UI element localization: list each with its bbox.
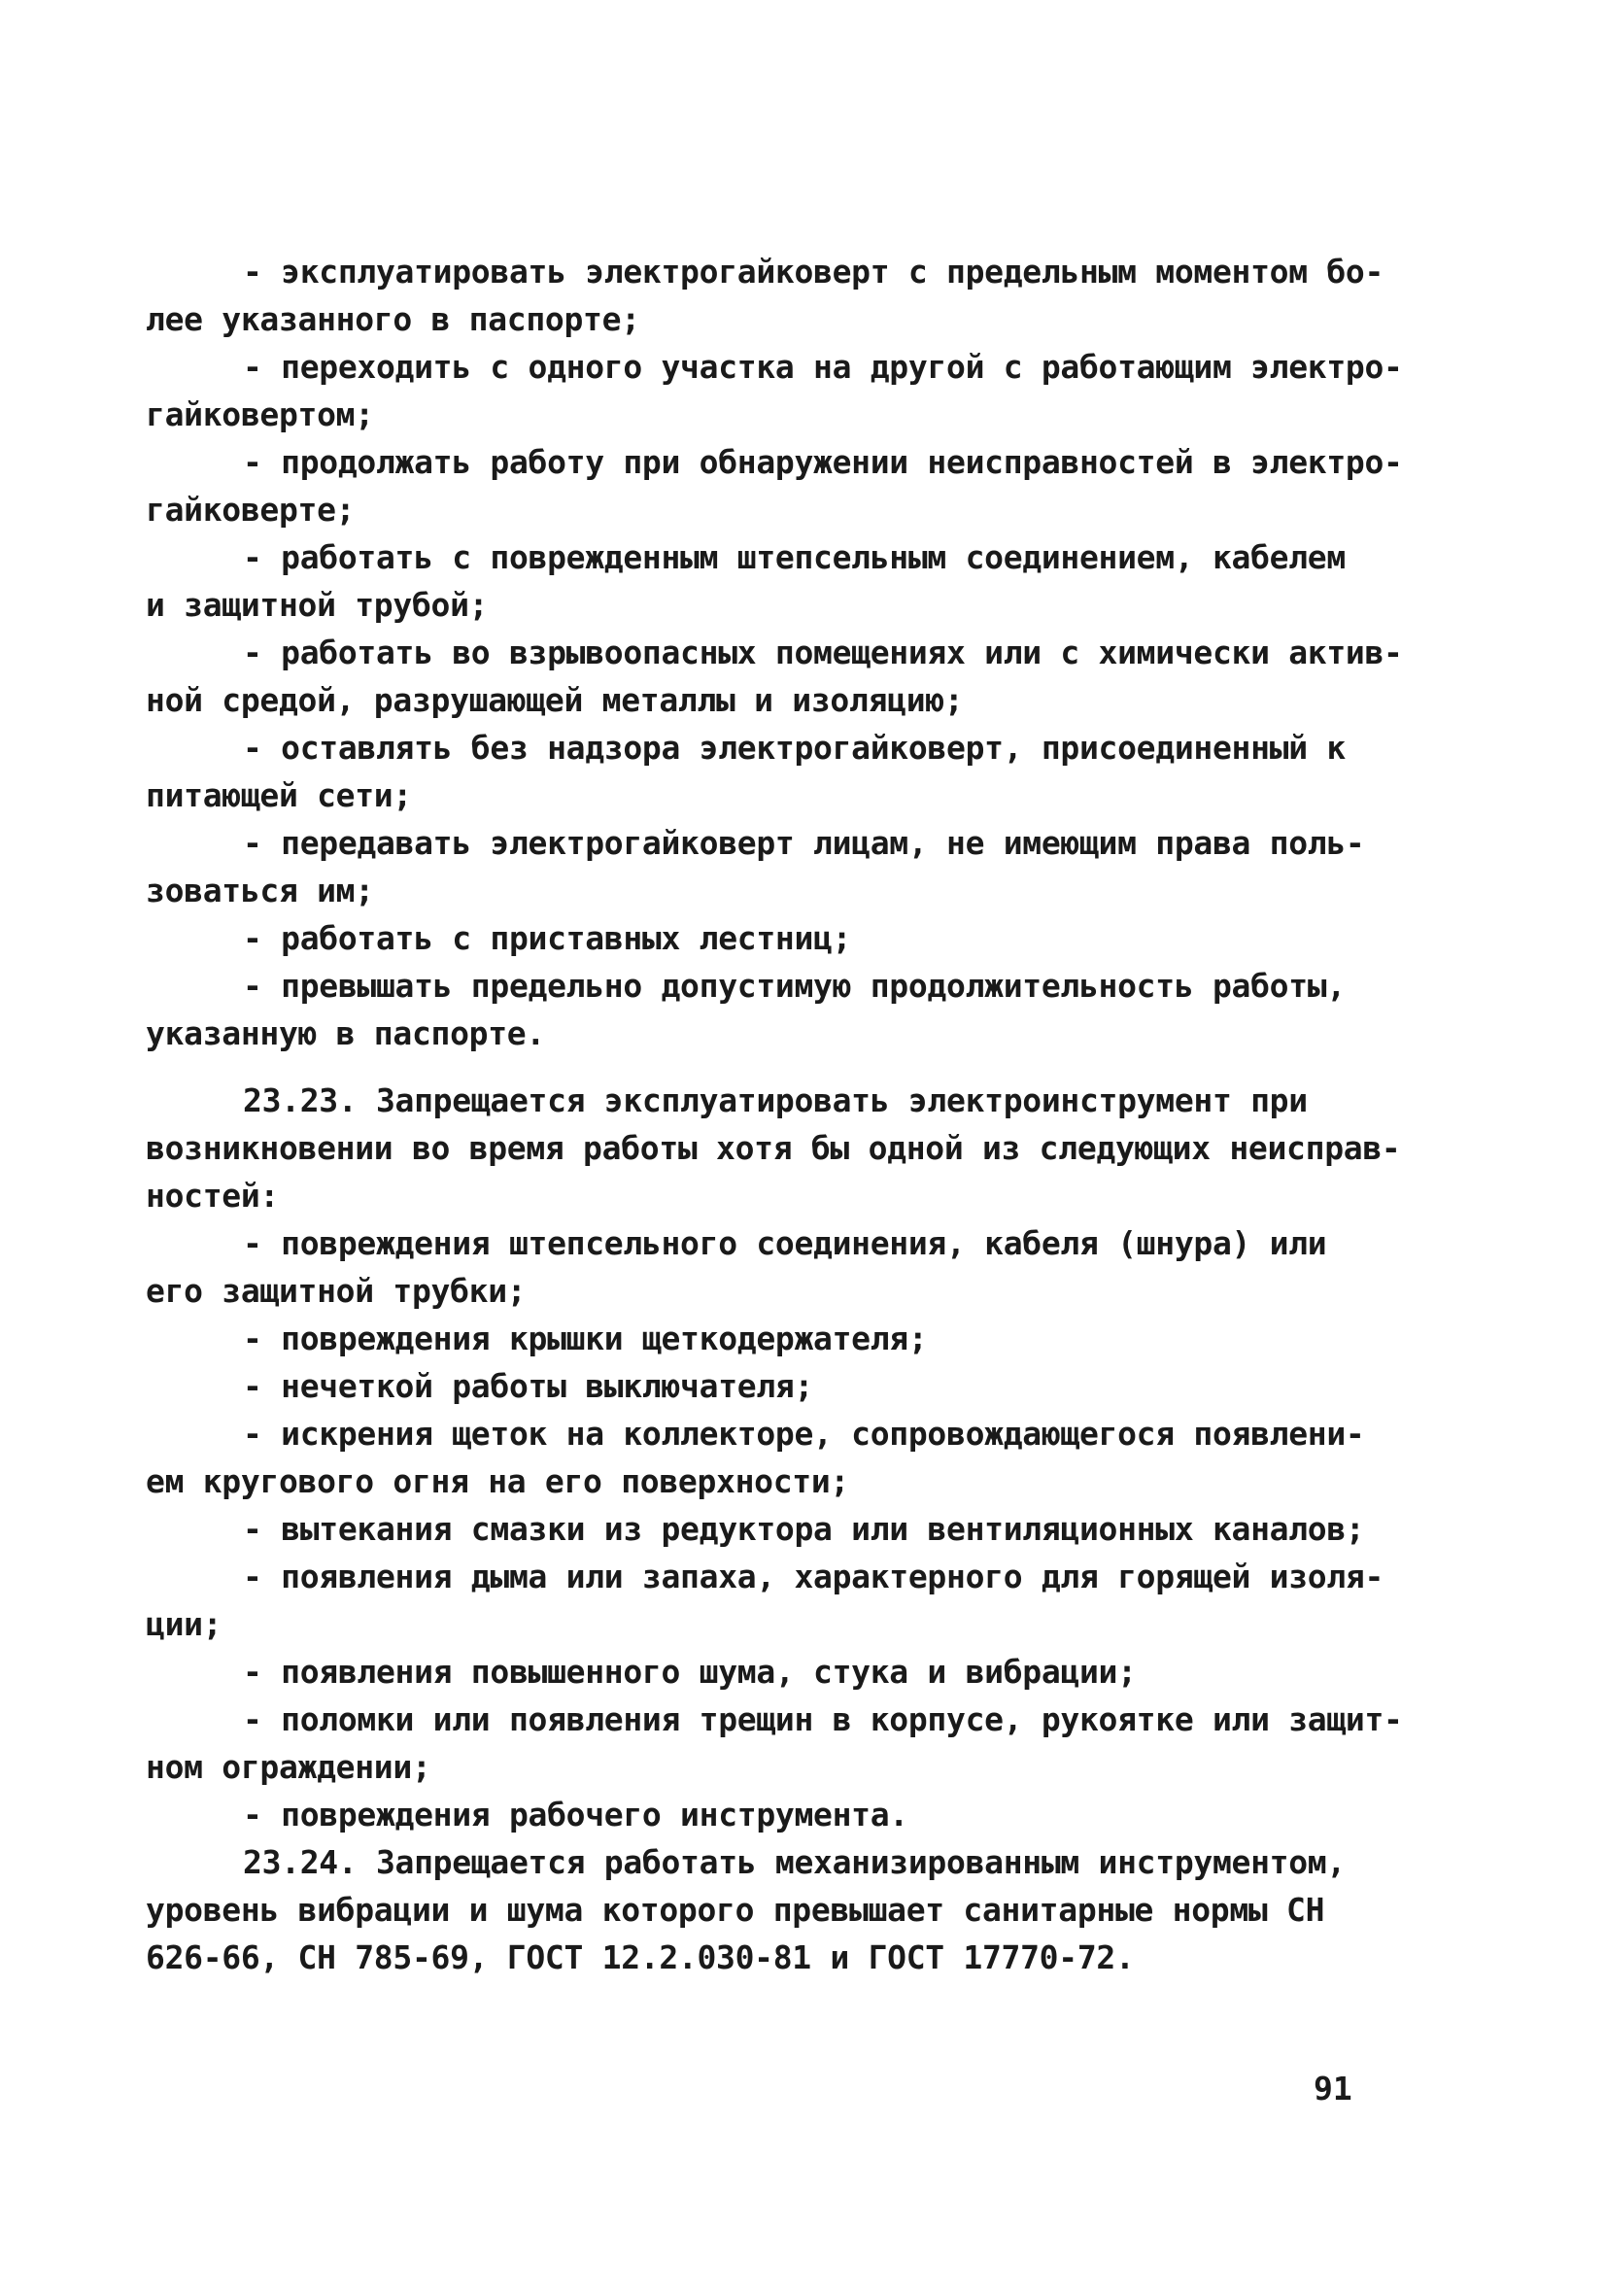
- list-item-line: лее указанного в паспорте;: [146, 300, 640, 338]
- list-item: [146, 914, 1467, 962]
- section-heading-line: 23.23. Запрещается эксплуатировать электроинструмент при: [243, 1081, 1308, 1119]
- list-item: [146, 1648, 1467, 1696]
- list-item-line: ции;: [146, 1605, 222, 1643]
- list-item-line: - повреждения штепсельного соединения, кабеля (шнура) или: [243, 1224, 1327, 1262]
- list-item-line: - превышать предельно допустимую продолжительность работы,: [243, 967, 1346, 1005]
- list-item-line: - эксплуатировать электрогайковерт с предельным моментом бо-: [243, 253, 1384, 291]
- list-item-line: - оставлять без надзора электрогайковерт, присоединенный к: [243, 729, 1346, 767]
- list-item-line: - нечеткой работы выключателя;: [243, 1367, 814, 1405]
- list-item-line: - переходить с одного участка на другой с работающим электро-: [243, 348, 1403, 386]
- list-item-line: - вытекания смазки из редуктора или вентиляционных каналов;: [243, 1510, 1365, 1548]
- list-item-line: ном ограждении;: [146, 1748, 431, 1786]
- list-item: [146, 724, 1467, 819]
- list-item-line: - искрения щеток на коллекторе, сопровождающегося появлени-: [243, 1415, 1365, 1453]
- list-item-line: гайковертом;: [146, 395, 374, 433]
- prohibition-list-1: [146, 248, 1467, 1057]
- list-item-line: - повреждения крышки щеткодержателя;: [243, 1319, 928, 1357]
- section-heading-line: 23.24. Запрещается работать механизированным инструментом,: [243, 1843, 1346, 1881]
- list-item: [146, 1791, 1467, 1838]
- list-item-line: ной средой, разрушающей металлы и изоляцию;: [146, 681, 964, 719]
- list-item-line: зоваться им;: [146, 872, 374, 909]
- section-text-line: 626-66, СН 785-69, ГОСТ 12.2.030-81 и ГОСТ 17770-72.: [146, 1938, 1135, 1976]
- list-item: [146, 248, 1467, 343]
- section-text-line: возникновении во время работы хотя бы одной из следующих неиспрaв-: [146, 1129, 1401, 1167]
- list-item-line: его защитной трубки;: [146, 1272, 527, 1310]
- list-item: [146, 629, 1467, 724]
- section-text-line: ностей:: [146, 1177, 279, 1215]
- document-body: [146, 248, 1467, 1981]
- section-23-24: [146, 1838, 1467, 1981]
- list-item-line: указанную в паспорте.: [146, 1014, 545, 1052]
- list-item: [146, 1362, 1467, 1410]
- list-item-line: - работать с приставных лестниц;: [243, 919, 852, 957]
- list-item-line: - появления повышенного шума, стука и вибрации;: [243, 1653, 1137, 1691]
- list-item-line: питающей сети;: [146, 776, 412, 814]
- list-item: [146, 1696, 1467, 1791]
- list-item: [146, 533, 1467, 629]
- section-23-23: [146, 1077, 1467, 1219]
- list-item: [146, 343, 1467, 438]
- list-item: [146, 819, 1467, 914]
- list-item-line: ем кругового огня на его поверхности;: [146, 1462, 850, 1500]
- list-item: [146, 1410, 1467, 1505]
- list-item: [146, 1553, 1467, 1648]
- list-item-line: - работать с поврежденным штепсельным соединением, кабелем: [243, 538, 1346, 576]
- list-item-line: - работать во взрывоопасных помещениях или с химически актив-: [243, 634, 1403, 671]
- list-item-line: - продолжать работу при обнаружении неисправностей в электро-: [243, 443, 1403, 481]
- list-item: [146, 1505, 1467, 1553]
- list-item-line: - передавать электрогайковерт лицам, не имеющим права поль-: [243, 824, 1365, 862]
- list-item-line: - повреждения рабочего инструмента.: [243, 1796, 908, 1833]
- list-item-line: и защитной трубой;: [146, 586, 489, 624]
- list-item-line: - появления дыма или запаха, характерного для горящей изоля-: [243, 1558, 1384, 1595]
- page-number: 91: [1314, 2070, 1352, 2108]
- section-gap: [146, 1057, 1467, 1077]
- list-item-line: гайковерте;: [146, 491, 356, 529]
- section-text-line: уровень вибрации и шума которого превышает санитарные нормы СН: [146, 1891, 1325, 1929]
- list-item: [146, 1219, 1467, 1315]
- list-item: [146, 1315, 1467, 1362]
- list-item: [146, 438, 1467, 533]
- malfunction-list: [146, 1219, 1467, 1838]
- list-item-line: - поломки или появления трещин в корпусе, рукоятке или защит-: [243, 1700, 1403, 1738]
- list-item: [146, 962, 1467, 1057]
